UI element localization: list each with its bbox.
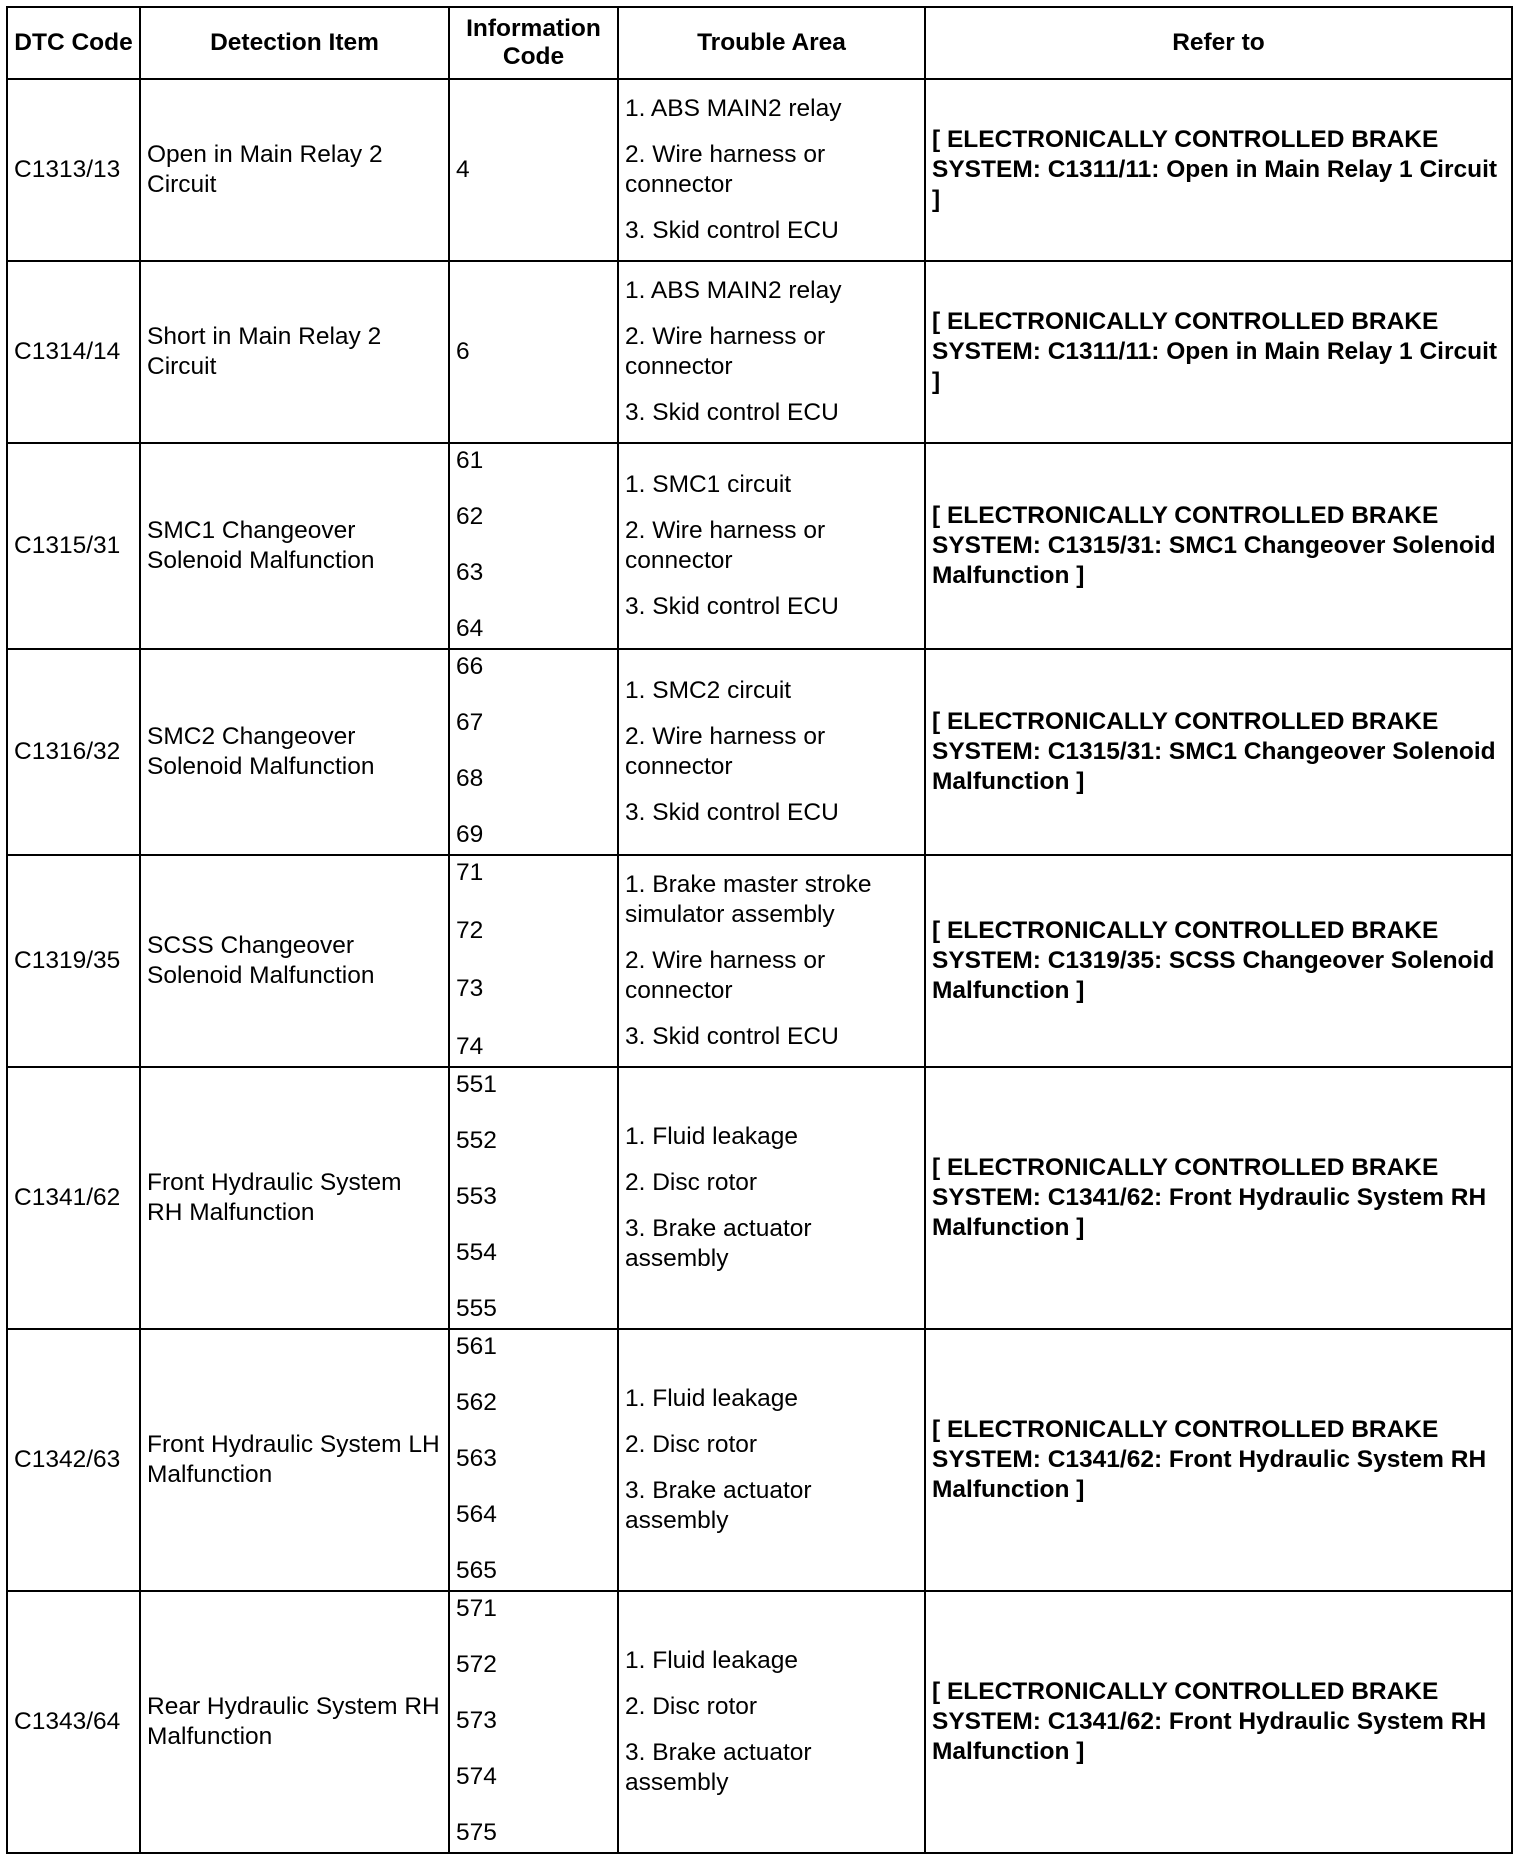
information-code: 571 [456, 1595, 497, 1622]
table-row [7, 1591, 1512, 1853]
trouble-area-cell [618, 649, 925, 855]
information-code: 575 [456, 1819, 497, 1846]
information-code: 64 [456, 615, 484, 642]
information-code-cell [449, 261, 618, 443]
dtc-table-body [7, 79, 1512, 1853]
detection-item-cell: Short in Main Relay 2 Circuit [140, 261, 449, 443]
trouble-area-item: 2. Wire harness or connector [625, 323, 826, 380]
trouble-area-item: 3. Skid control ECU [625, 1023, 839, 1050]
trouble-area-item: 1. ABS MAIN2 relay [625, 95, 842, 122]
information-code: 573 [456, 1707, 497, 1734]
information-code: 62 [456, 503, 484, 530]
information-code: 564 [456, 1501, 497, 1528]
information-code: 73 [456, 975, 484, 1002]
trouble-area-item: 2. Wire harness or connector [625, 517, 826, 574]
information-code-cell [449, 1591, 618, 1853]
detection-item-cell: Open in Main Relay 2 Circuit [140, 79, 449, 261]
trouble-area-item: 3. Brake actuator assembly [625, 1215, 812, 1272]
dtc-code-cell: C1341/62 [7, 1067, 140, 1329]
trouble-area-list [625, 276, 918, 428]
dtc-code-cell: C1319/35 [7, 855, 140, 1067]
information-code: 565 [456, 1557, 497, 1584]
trouble-area-item: 1. Brake master stroke simulator assembly [625, 871, 872, 928]
trouble-area-cell [618, 79, 925, 261]
header-detection-item: Detection Item [140, 7, 449, 79]
information-code: 555 [456, 1295, 497, 1322]
trouble-area-list [625, 1122, 918, 1274]
trouble-area-item: 3. Skid control ECU [625, 399, 839, 426]
detection-item-cell: SCSS Changeover Solenoid Malfunction [140, 855, 449, 1067]
trouble-area-list [625, 94, 918, 246]
information-code: 574 [456, 1763, 497, 1790]
detection-item-cell: Front Hydraulic System RH Malfunction [140, 1067, 449, 1329]
information-code: 63 [456, 559, 484, 586]
information-code: 572 [456, 1651, 497, 1678]
information-code: 74 [456, 1033, 484, 1060]
information-code: 72 [456, 917, 484, 944]
information-code: 6 [456, 338, 470, 365]
trouble-area-item: 2. Disc rotor [625, 1431, 758, 1458]
trouble-area-item: 2. Disc rotor [625, 1169, 758, 1196]
information-code-list [456, 652, 611, 850]
dtc-code-cell: C1313/13 [7, 79, 140, 261]
table-row [7, 79, 1512, 261]
information-code: 68 [456, 765, 484, 792]
header-information-code: Information Code [449, 7, 618, 79]
refer-to-cell: [ ELECTRONICALLY CONTROLLED BRAKE SYSTEM: C1341/62: Front Hydraulic System RH Malfunction ] [925, 1329, 1512, 1591]
trouble-area-list [625, 470, 918, 622]
detection-item-cell: SMC1 Changeover Solenoid Malfunction [140, 443, 449, 649]
dtc-table-header [7, 7, 1512, 79]
trouble-area-list [625, 1384, 918, 1536]
information-code: 552 [456, 1127, 497, 1154]
information-code-cell [449, 1067, 618, 1329]
dtc-code-cell: C1315/31 [7, 443, 140, 649]
header-trouble-area: Trouble Area [618, 7, 925, 79]
trouble-area-item: 2. Wire harness or connector [625, 141, 826, 198]
information-code: 563 [456, 1445, 497, 1472]
information-code-list [456, 1332, 611, 1586]
trouble-area-item: 1. Fluid leakage [625, 1123, 798, 1150]
information-code: 562 [456, 1389, 497, 1416]
information-code: 71 [456, 859, 484, 886]
table-row [7, 443, 1512, 649]
refer-to-cell: [ ELECTRONICALLY CONTROLLED BRAKE SYSTEM: C1315/31: SMC1 Changeover Solenoid Malfunction ] [925, 443, 1512, 649]
trouble-area-item: 1. SMC1 circuit [625, 471, 792, 498]
trouble-area-item: 2. Wire harness or connector [625, 723, 826, 780]
trouble-area-item: 3. Brake actuator assembly [625, 1739, 812, 1796]
information-code: 66 [456, 653, 484, 680]
trouble-area-cell [618, 1067, 925, 1329]
detection-item-cell: Front Hydraulic System LH Malfunction [140, 1329, 449, 1591]
header-dtc-code: DTC Code [7, 7, 140, 79]
trouble-area-item: 2. Wire harness or connector [625, 947, 826, 1004]
information-code: 561 [456, 1333, 497, 1360]
table-row [7, 649, 1512, 855]
trouble-area-item: 3. Skid control ECU [625, 217, 839, 244]
trouble-area-item: 3. Brake actuator assembly [625, 1477, 812, 1534]
detection-item-cell: SMC2 Changeover Solenoid Malfunction [140, 649, 449, 855]
table-row [7, 855, 1512, 1067]
trouble-area-cell [618, 1329, 925, 1591]
information-code-list [456, 1070, 611, 1324]
trouble-area-item: 1. ABS MAIN2 relay [625, 277, 842, 304]
table-row [7, 1067, 1512, 1329]
dtc-code-cell: C1343/64 [7, 1591, 140, 1853]
refer-to-cell: [ ELECTRONICALLY CONTROLLED BRAKE SYSTEM: C1341/62: Front Hydraulic System RH Malfunction ] [925, 1067, 1512, 1329]
trouble-area-list [625, 676, 918, 828]
information-code: 4 [456, 156, 470, 183]
refer-to-cell: [ ELECTRONICALLY CONTROLLED BRAKE SYSTEM: C1311/11: Open in Main Relay 1 Circuit ] [925, 79, 1512, 261]
refer-to-cell: [ ELECTRONICALLY CONTROLLED BRAKE SYSTEM: C1319/35: SCSS Changeover Solenoid Malfunction ] [925, 855, 1512, 1067]
trouble-area-list [625, 870, 918, 1052]
trouble-area-cell [618, 855, 925, 1067]
information-code-cell [449, 649, 618, 855]
dtc-code-cell: C1342/63 [7, 1329, 140, 1591]
refer-to-cell: [ ELECTRONICALLY CONTROLLED BRAKE SYSTEM: C1315/31: SMC1 Changeover Solenoid Malfunction ] [925, 649, 1512, 855]
information-code-cell [449, 1329, 618, 1591]
dtc-code-cell: C1314/14 [7, 261, 140, 443]
header-refer-to: Refer to [925, 7, 1512, 79]
trouble-area-item: 1. SMC2 circuit [625, 677, 792, 704]
detection-item-cell: Rear Hydraulic System RH Malfunction [140, 1591, 449, 1853]
trouble-area-cell [618, 261, 925, 443]
information-code-list [456, 858, 611, 1062]
information-code: 67 [456, 709, 484, 736]
trouble-area-list [625, 1646, 918, 1798]
refer-to-cell: [ ELECTRONICALLY CONTROLLED BRAKE SYSTEM: C1311/11: Open in Main Relay 1 Circuit ] [925, 261, 1512, 443]
information-code-list [456, 446, 611, 644]
information-code-cell [449, 855, 618, 1067]
information-code-cell [449, 443, 618, 649]
table-row [7, 1329, 1512, 1591]
information-code-cell [449, 79, 618, 261]
information-code: 61 [456, 447, 484, 474]
information-code: 69 [456, 821, 484, 848]
dtc-table [6, 6, 1513, 1854]
trouble-area-cell [618, 443, 925, 649]
trouble-area-item: 2. Disc rotor [625, 1693, 758, 1720]
information-code-list [456, 1594, 611, 1848]
trouble-area-item: 3. Skid control ECU [625, 799, 839, 826]
refer-to-cell: [ ELECTRONICALLY CONTROLLED BRAKE SYSTEM: C1341/62: Front Hydraulic System RH Malfunction ] [925, 1591, 1512, 1853]
trouble-area-item: 1. Fluid leakage [625, 1385, 798, 1412]
table-row [7, 261, 1512, 443]
information-code: 553 [456, 1183, 497, 1210]
dtc-code-cell: C1316/32 [7, 649, 140, 855]
trouble-area-item: 3. Skid control ECU [625, 593, 839, 620]
trouble-area-cell [618, 1591, 925, 1853]
trouble-area-item: 1. Fluid leakage [625, 1647, 798, 1674]
information-code: 551 [456, 1071, 497, 1098]
information-code: 554 [456, 1239, 497, 1266]
